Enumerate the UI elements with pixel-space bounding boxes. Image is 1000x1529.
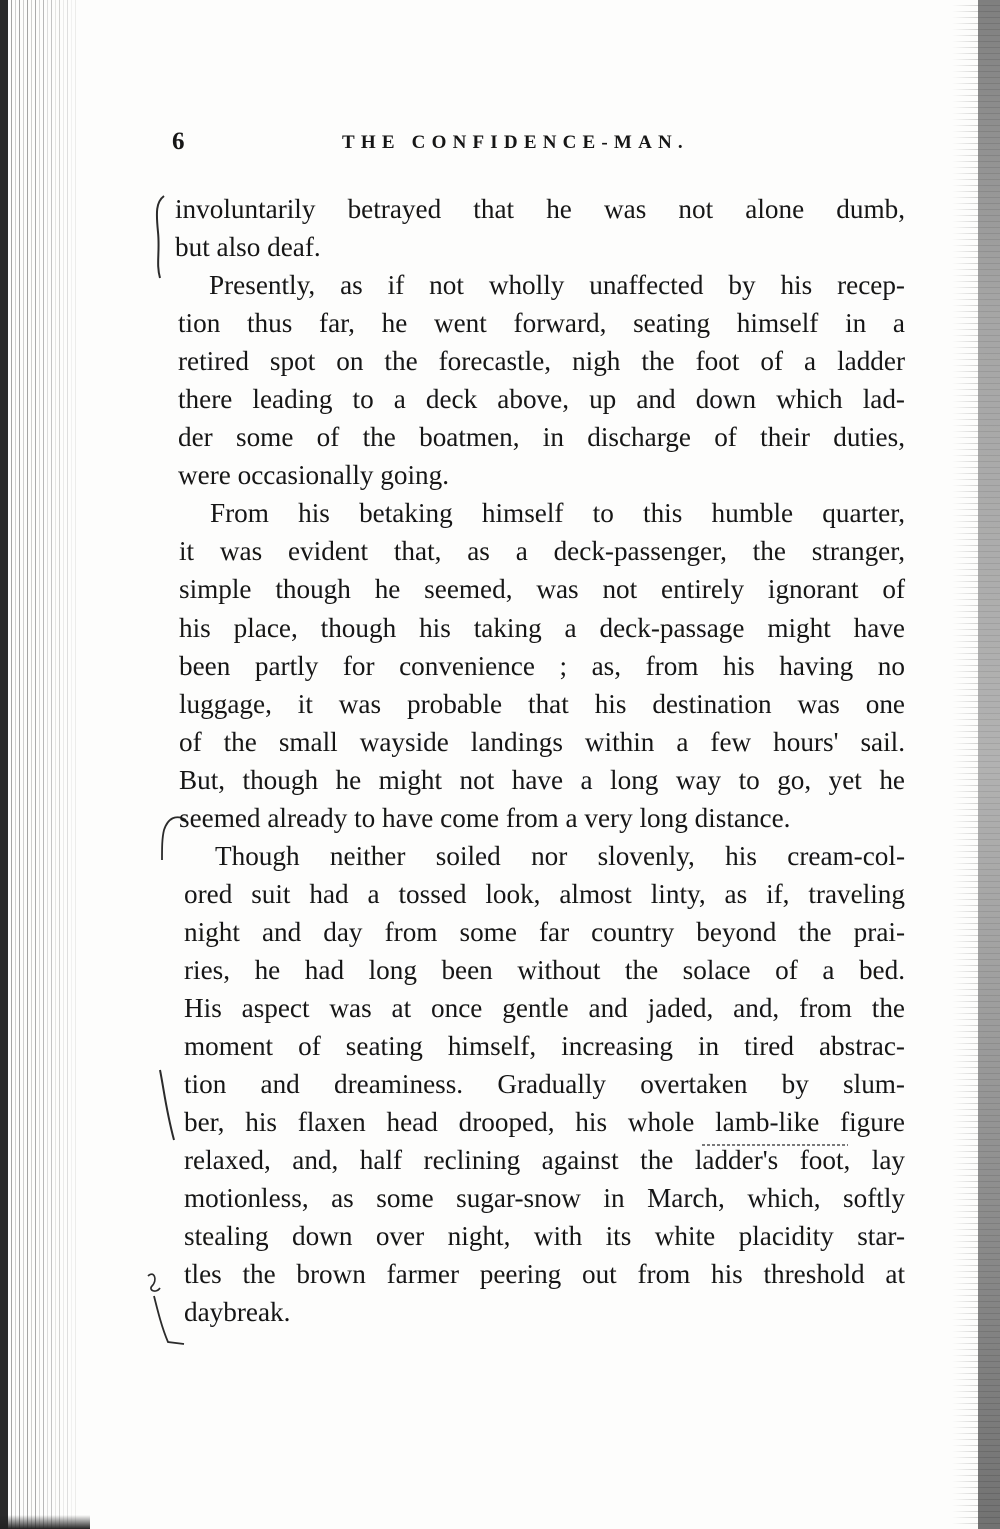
text-line: there leading to a deck above, up and down which lad-	[178, 384, 905, 415]
text-line: been partly for convenience ; as, from his having no	[179, 650, 905, 681]
text-line: His aspect was at once gentle and jaded, and, from the	[184, 992, 905, 1023]
pencil-bracket-top-icon	[150, 192, 170, 282]
body-text	[175, 190, 905, 1331]
text-line: der some of the boatmen, in discharge of their duties,	[178, 422, 905, 453]
text-line: ber, his flaxen head drooped, his whole lamb-like figure	[184, 1107, 905, 1138]
running-title: THE CONFIDENCE-MAN.	[342, 132, 689, 153]
text-line: tion and dreaminess. Gradually overtaken by slum-	[184, 1069, 905, 1100]
text-line: stealing down over night, with its white placidity star-	[184, 1221, 905, 1252]
text-line: retired spot on the forecastle, nigh the foot of a ladder	[178, 346, 905, 377]
text-line: ored suit had a tossed look, almost linty, as if, traveling	[184, 878, 905, 909]
text-line: Though neither soiled nor slovenly, his cream-col-	[215, 840, 905, 871]
binding-shadow-bottom	[0, 1515, 90, 1529]
text-line: of the small wayside landings within a few hours' sail.	[179, 726, 905, 757]
text-line: involuntarily betrayed that he was not alone dumb,	[175, 194, 905, 224]
text-line: From his betaking himself to this humble quarter,	[210, 498, 905, 529]
paragraph-3	[179, 494, 905, 836]
paragraph-4	[184, 837, 905, 1332]
paragraph-2	[178, 266, 905, 494]
page-number: 6	[172, 128, 186, 155]
paragraph-1	[175, 190, 905, 266]
text-line: But, though he might not have a long way to go, yet he	[179, 764, 905, 795]
page-edge-shadow-right	[978, 0, 1000, 1529]
text-line: luggage, it was probable that his destination was one	[179, 688, 905, 719]
text-line: but also deaf.	[175, 232, 321, 263]
text-line: tles the brown farmer peering out from his threshold at	[184, 1259, 905, 1290]
binding-edge-left	[0, 0, 78, 1529]
text-line: ries, he had long been without the solace of a bed.	[184, 954, 905, 985]
text-line: Presently, as if not wholly unaffected by his recep-	[209, 270, 905, 301]
text-line: seemed already to have come from a very long distance.	[179, 802, 791, 833]
text-line: motionless, as some sugar-snow in March, which, softly	[184, 1183, 905, 1214]
text-line: night and day from some far country beyond the prai-	[184, 916, 905, 947]
text-line: relaxed, and, half reclining against the ladder's foot, lay	[184, 1145, 905, 1176]
binding-shadow-left	[0, 0, 8, 1529]
text-line: moment of seating himself, increasing in tired abstrac-	[184, 1031, 905, 1062]
text-line: daybreak.	[184, 1297, 291, 1328]
text-line: tion thus far, he went forward, seating himself in a	[178, 308, 905, 339]
text-line: were occasionally going.	[178, 460, 450, 491]
running-head	[172, 128, 732, 162]
text-line: simple though he seemed, was not entirely ignorant of	[179, 574, 905, 605]
text-line: it was evident that, as a deck-passenger, the stranger,	[179, 536, 905, 567]
text-line: his place, though his taking a deck-passage might have	[179, 612, 905, 643]
